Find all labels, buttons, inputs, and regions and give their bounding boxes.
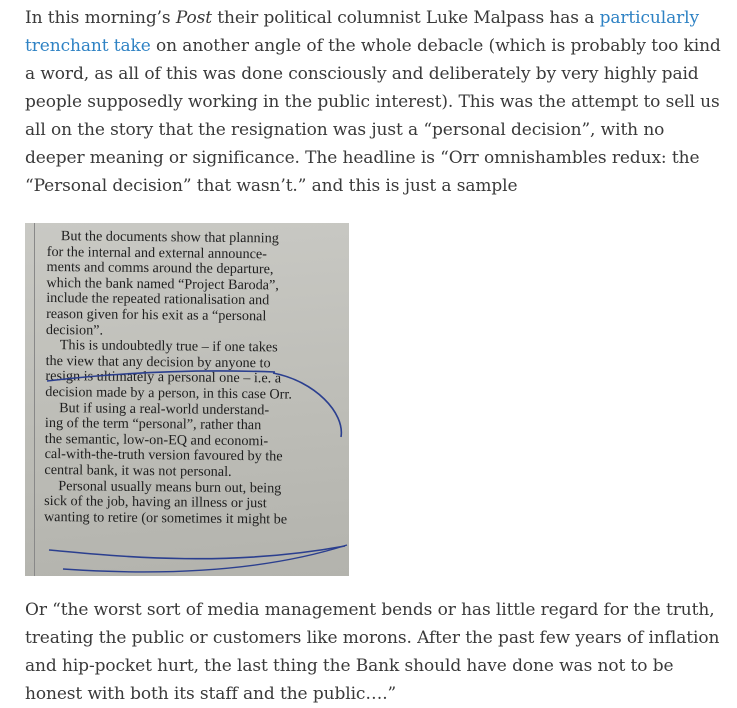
clipping-line: ing of the term “personal”, rather than	[44, 415, 262, 434]
clipping-line: But if using a real-world understand-	[59, 399, 270, 418]
publication-name: Post	[175, 8, 212, 28]
pen-bracket-stroke	[273, 373, 341, 437]
pen-annotation	[25, 223, 349, 576]
intro-text-2: their political columnist Luke Malpass has a	[211, 8, 600, 28]
clipping-line: wanting to retire (or sometimes it might be	[43, 508, 288, 528]
article-link[interactable]: particularly trenchant take	[25, 8, 700, 56]
intro-text-3: on another angle of the whole debacle (which is probably too kind a word, as all of this was done consciously and deliberately by very highly paid people supposedly working in the public interest). This was the attempt to sell us all on the story that the resignation was just a “personal decision”, with no deeper meaning or significance. The headline is “Orr omnishambles redux: the “Personal decision” that wasn’t.” and this is just a sample	[25, 36, 721, 196]
clipping-line: central bank, it was not personal.	[44, 461, 232, 480]
newspaper-clipping-image	[25, 223, 349, 576]
intro-text: In this morning’s	[25, 8, 176, 28]
clipping-line: decision made by a person, in this case Orr.	[45, 383, 293, 403]
quote-paragraph: Or “the worst sort of media management bends or has little regard for the truth, treating the public or customers like morons. After the past few years of inflation and hip-pocket hurt, the last thing the Bank should have done was not to be honest with both its staff and the public….”	[25, 600, 720, 704]
clipping-line: Personal usually means burn out, being	[58, 477, 282, 496]
clipping-line: decision”.	[45, 321, 104, 339]
clipping-line: for the internal and external announce-	[46, 243, 268, 262]
clipping-line: the semantic, low-on-EQ and economi-	[44, 430, 269, 450]
clipping-line: This is undoubtedly true – if one takes	[59, 337, 278, 356]
intro-paragraph	[25, 4, 725, 200]
clipping-line: resign is ultimately a personal one – i.e. a	[45, 368, 282, 387]
clipping-line: sick of the job, having an illness or just	[44, 493, 267, 512]
clipping-line: ments and comms around the departure,	[46, 259, 274, 278]
clipping-line: which the bank named “Project Baroda”,	[46, 274, 279, 294]
clipping-line: cal-with-the-truth version favoured by the	[44, 446, 283, 465]
clipping-line: But the documents show that planning	[60, 228, 279, 247]
clipping-line: include the repeated rationalisation and	[46, 290, 270, 309]
pen-underline-stroke	[47, 371, 275, 381]
clipping-line: reason given for his exit as a “personal	[46, 305, 267, 325]
clipping-line: the view that any decision by anyone to	[45, 352, 271, 372]
